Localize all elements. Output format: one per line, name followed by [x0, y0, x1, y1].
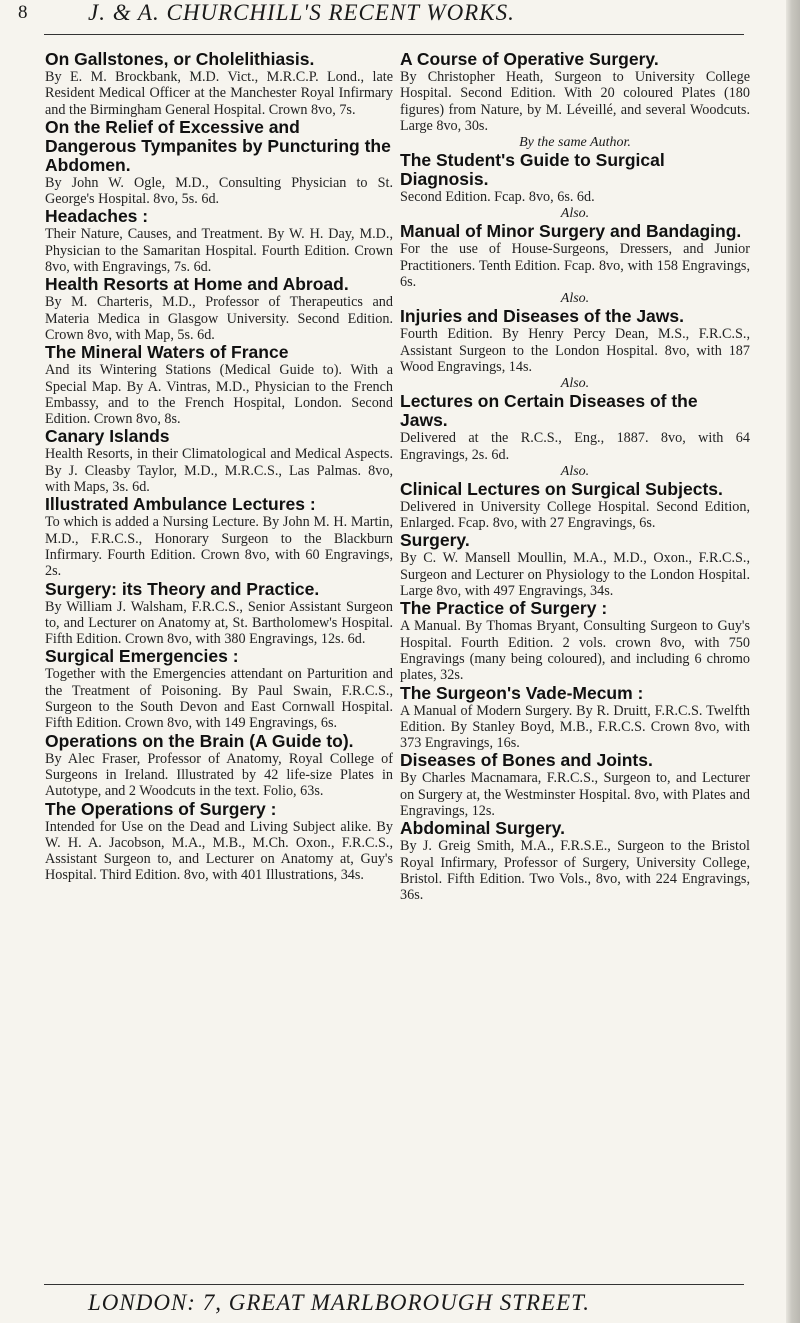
book-entry [400, 819, 750, 903]
book-entry [400, 684, 750, 752]
book-description: By Charles Macnamara, F.R.C.S., Surgeon to, and Lecturer on Surgery at, the Westminster Hospital. 8vo, with Plates and Engravings, 12s. [400, 770, 750, 820]
book-title: Canary Islands [45, 426, 170, 447]
book-description: And its Wintering Stations (Medical Guide to). With a Special Map. By A. Vintras, M.D., Physician to the French Embassy, and to the French Hospital, London. Second Edition. Crown 8vo, 8s. [45, 362, 393, 428]
book-also-note: By the same Author. [519, 135, 631, 151]
book-title: The Mineral Waters of France [45, 342, 289, 363]
book-entry [45, 800, 393, 884]
footer-imprint: LONDON: 7, GREAT MARLBOROUGH STREET. [88, 1290, 590, 1315]
book-also-note: Also. [560, 291, 590, 307]
book-entry [45, 732, 393, 800]
book-also-note: Also. [560, 376, 590, 392]
book-entry [45, 495, 393, 579]
page-edge-shadow [786, 0, 800, 1323]
book-description: Delivered in University College Hospital. Second Edition, Enlarged. Fcap. 8vo, with 27 Engravings, 6s. [400, 498, 750, 532]
header-rule [44, 34, 744, 35]
book-description: A Manual of Modern Surgery. By R. Druitt, F.R.C.S. Twelfth Edition. By Stanley Boyd, M.B., F.R.C.S. Crown 8vo, with 373 Engravings, 16s. [400, 702, 750, 752]
book-title: The Practice of Surgery : [400, 598, 608, 619]
book-title: Surgical Emergencies : [45, 646, 239, 667]
book-entry [45, 647, 393, 731]
book-description: Delivered at the R.C.S., Eng., 1887. 8vo, with 64 Engravings, 2s. 6d. [400, 430, 750, 463]
book-title: Health Resorts at Home and Abroad. [45, 274, 349, 295]
book-entry [400, 751, 750, 819]
book-title: Surgery. [400, 530, 470, 551]
book-entry [400, 222, 750, 307]
book-title: Injuries and Diseases of the Jaws. [400, 306, 684, 327]
book-title: The Student's Guide to Surgical Diagnosis. [400, 150, 665, 190]
page-number: 8 [18, 2, 28, 23]
book-entry [45, 207, 393, 275]
book-entry [45, 50, 393, 118]
book-description: By C. W. Mansell Moullin, M.A., M.D., Oxon., F.R.C.S., Surgeon and Lecturer on Physiology to the London Hospital. Large 8vo, with 497 Engravings, 34s. [400, 550, 750, 600]
book-also-note: Also. [560, 206, 590, 222]
book-description: Second Edition. Fcap. 8vo, 6s. 6d. [400, 189, 595, 206]
book-title: A Course of Operative Surgery. [400, 49, 659, 69]
book-description: By Christopher Heath, Surgeon to University College Hospital. Second Edition. With 20 coloured Plates (180 figures) from Nature, by M. Léveillé, and several Woodcuts. Large 8vo, 30s. [400, 69, 750, 134]
book-entry [400, 50, 750, 151]
book-description: By J. Greig Smith, M.A., F.R.S.E., Surgeon to the Bristol Royal Infirmary, Professor of Surgery, University College, Bristol. Fifth Edition. Two Vols., 8vo, with 224 Engravings, 36s. [400, 838, 750, 904]
book-title: The Surgeon's Vade-Mecum : [400, 682, 644, 703]
book-description: By Alec Fraser, Professor of Anatomy, Royal College of Surgeons in Ireland. Illustrated by 42 life-size Plates in Autotype, and 2 Woodcuts in the text. Folio, 63s. [45, 750, 393, 800]
book-also-note: Also. [560, 463, 590, 479]
left-column [45, 50, 393, 884]
book-title: The Operations of Surgery : [45, 798, 277, 819]
book-entry [400, 151, 750, 222]
book-description: Fourth Edition. By Henry Percy Dean, M.S., F.R.C.S., Assistant Surgeon to the London Hospital. 8vo, with 187 Wood Engravings, 14s. [400, 326, 750, 375]
book-entry [45, 427, 393, 495]
book-entry [400, 307, 750, 392]
book-entry [400, 480, 750, 532]
book-description: To which is added a Nursing Lecture. By John M. H. Martin, M.D., F.R.C.S., Honorary Surgeon to the Blackburn Infirmary. Fourth Edition. Crown 8vo, with 60 Engravings, 2s. [45, 514, 393, 580]
book-entry [45, 343, 393, 427]
book-description: A Manual. By Thomas Bryant, Consulting Surgeon to Guy's Hospital. Fourth Edition. 2 vols. crown 8vo, with 750 Engravings (many being coloured), and including 6 chromo plates, 32s. [400, 618, 750, 684]
book-entry [400, 599, 750, 683]
book-entry [45, 118, 393, 208]
book-title: On the Relief of Excessive and Dangerous Tympanites by Puncturing the Abdomen. [45, 116, 391, 175]
right-column [400, 50, 750, 904]
book-title: Operations on the Brain (A Guide to). [45, 730, 354, 751]
book-title: Abdominal Surgery. [400, 818, 565, 839]
running-head: J. & A. CHURCHILL'S RECENT WORKS. [88, 0, 515, 25]
book-entry [400, 531, 750, 599]
book-entry [45, 275, 393, 343]
footer-rule [44, 1284, 744, 1285]
book-title: Lectures on Certain Diseases of the Jaws. [400, 391, 698, 431]
book-title: Surgery: its Theory and Practice. [45, 578, 320, 599]
book-title: On Gallstones, or Cholelithiasis. [45, 49, 315, 69]
book-description: By William J. Walsham, F.R.C.S., Senior Assistant Surgeon to, and Lecturer on Anatomy at, St. Bartholomew's Hospital. Fifth Edition. Crown 8vo, with 380 Engravings, 12s. 6d. [45, 598, 393, 648]
book-description: Health Resorts, in their Climatological and Medical Aspects. By J. Cleasby Taylor, M.D., M.R.C.S., Las Palmas. 8vo, with Maps, 3s. 6d. [45, 446, 393, 496]
book-description: By M. Charteris, M.D., Professor of Therapeutics and Materia Medica in Glasgow University. Second Edition. Crown 8vo, with Map, 5s. 6d. [45, 294, 393, 343]
book-entry [45, 580, 393, 648]
book-description: By E. M. Brockbank, M.D. Vict., M.R.C.P. Lond., late Resident Medical Officer at the Manchester Royal Infirmary and the Birmingham General Hospital. Crown 8vo, 7s. [45, 69, 393, 118]
book-title: Headaches : [45, 206, 149, 227]
book-description: For the use of House-Surgeons, Dressers, and Junior Practitioners. Tenth Edition. Fcap. 8vo, with 158 Engravings, 6s. [400, 241, 750, 291]
book-entry [400, 392, 750, 480]
book-title: Diseases of Bones and Joints. [400, 750, 653, 771]
book-description: Together with the Emergencies attendant on Parturition and the Treatment of Poisoning. By Paul Swain, F.R.C.S., Surgeon to the South Devon and East Cornwall Hospital. Fifth Edition. Crown 8vo, with 149 Engravings, 6s. [45, 666, 393, 732]
book-description: Intended for Use on the Dead and Living Subject alike. By W. H. A. Jacobson, M.A., M.B., M.Ch. Oxon., F.R.C.S., Assistant Surgeon to, and Lecturer on Anatomy at, Guy's Hospital. Third Edition. 8vo, with 401 Illustrations, 34s. [45, 818, 393, 884]
book-title: Clinical Lectures on Surgical Subjects. [400, 478, 723, 499]
book-title: Manual of Minor Surgery and Bandaging. [400, 221, 742, 242]
book-description: Their Nature, Causes, and Treatment. By W. H. Day, M.D., Physician to the Samaritan Hospital. Fourth Edition. Crown 8vo, with Engravings, 7s. 6d. [45, 226, 393, 276]
book-title: Illustrated Ambulance Lectures : [45, 494, 316, 515]
book-description: By John W. Ogle, M.D., Consulting Physician to St. George's Hospital. 8vo, 5s. 6d. [45, 174, 393, 208]
